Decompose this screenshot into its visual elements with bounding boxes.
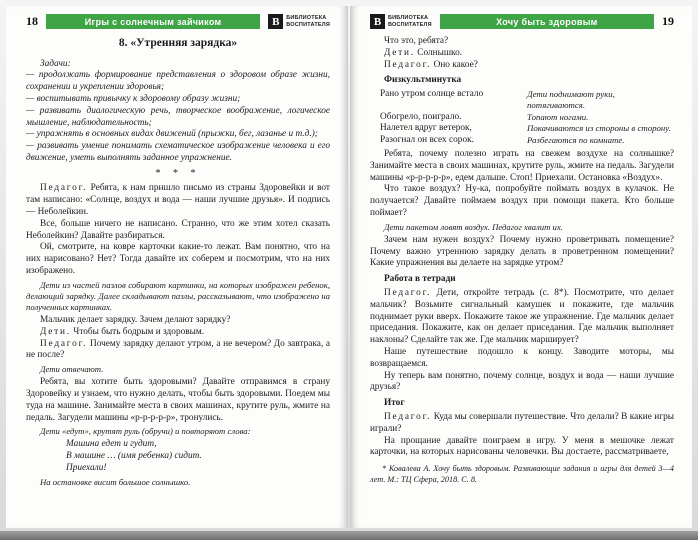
subsection-heading: Работа в тетради bbox=[384, 274, 456, 285]
page-19 bbox=[350, 6, 692, 528]
page-number-right: 19 bbox=[662, 14, 674, 28]
publisher-logo-text bbox=[286, 15, 330, 28]
running-title-left: Игры с солнечным зайчиком bbox=[46, 14, 260, 29]
exercise-table bbox=[380, 89, 674, 147]
exercise-row bbox=[380, 89, 674, 111]
speaker-name: Педагог. bbox=[384, 411, 432, 422]
paragraph: Дети. Чтобы быть бодрым и здоровым. bbox=[40, 326, 205, 337]
paragraph: Ну теперь вам понятно, почему солнце, воздух и вода — наши лучшие друзья? bbox=[370, 370, 674, 393]
subsection-heading: Итог bbox=[384, 398, 405, 409]
paragraph: Мальчик делает зарядку. Зачем делают зарядку? bbox=[40, 314, 231, 325]
stage-direction: На остановке висит большое солнышко. bbox=[40, 476, 191, 487]
stage-direction: Дети пакетом ловят воздух. Педагог хвалит их. bbox=[384, 221, 563, 232]
publisher-logo-icon: В bbox=[268, 14, 283, 29]
speaker-name: Педагог. bbox=[40, 338, 88, 349]
verse bbox=[66, 439, 330, 474]
paragraph: Педагог. Дети, откройте тетрадь (с. 8*). Посмотрите, что делает мальчик? Возьмите сигнальный камушек и покажите, где мальчик поднимает руки вверх. Покажите такое же упражнение. Где мальчик делает приседания. Покажите, как он делает приседания. Где мальчик выполняет наклоны? Сделайте так же. Где мальчик марширует? bbox=[370, 287, 674, 346]
paragraph: Все, больше ничего не написано. Странно, что же этим хотел сказать Неболейкин? Давайте разбираться. bbox=[26, 218, 330, 241]
paragraph: Ребята, вы хотите быть здоровыми? Давайте отправимся в страну Здоровейку и узнаем, что нужно делать, чтобы быть здоровыми. Поедем мы туда на машине. Занимайте места в своих машинах, крутите руль, жмите на педаль. Загудели машины «р-р-р-р-р», тронулись. bbox=[26, 377, 330, 423]
stage-direction: Дети отвечают. bbox=[40, 364, 104, 375]
verse-line: Обогрело, поиграло. bbox=[380, 111, 462, 122]
speaker-name: Дети. bbox=[384, 47, 415, 58]
verse-line: Налетел вдруг ветерок, bbox=[380, 123, 472, 134]
exercise-row bbox=[380, 123, 674, 135]
publisher-logo-right bbox=[370, 14, 432, 29]
stage-direction: Дети из частей пазлов собирают картинки, на которых изображен ребенок, делающий зарядку. Далее складывают пазлы, рассказывают, что изображено на полученных картинках. bbox=[26, 279, 330, 312]
paragraph: Ой, смотрите, на ковре карточки какие-то лежат. Вам понятно, что на них нарисовано? Нет? Тогда давайте их соберем и посмотрим, что на них изображено. bbox=[26, 242, 330, 277]
publisher-logo-icon: В bbox=[370, 14, 385, 29]
paragraph: Что это, ребята? bbox=[384, 36, 449, 46]
tasks-label: Задачи: bbox=[40, 58, 71, 69]
publisher-logo-left bbox=[268, 14, 330, 29]
task-item: — упражнять в основных видах движений (прыжки, бег, лазанье и т.д.); bbox=[26, 129, 318, 140]
verse-line: Разогнал он всех сорок. bbox=[380, 135, 474, 146]
verse-line: Машина едет и гудит, bbox=[66, 439, 157, 450]
paragraph: Педагог. Ребята, к нам пришло письмо из страны Здоровейки и вот там написано: «Солнце, воздух и вода — наши лучшие друзья». И подпись — Неболейкин. bbox=[26, 183, 330, 218]
verse-line: Рано утром солнце встало bbox=[380, 89, 484, 100]
publisher-logo-text bbox=[388, 15, 432, 28]
page-19-header bbox=[370, 14, 674, 29]
stage-direction: Дети «едут», крутят руль (обручи) и повторяют слова: bbox=[40, 426, 251, 437]
footnote: * Ковалева А. Хочу быть здоровым. Развивающие задания и игры для детей 3—4 лет. М.: ТЦ Сфера, 2018. С. 8. bbox=[370, 464, 674, 484]
task-item: — развивать умение понимать схематическое изображение человека и его движение, уметь выполнять заданное упражнение. bbox=[26, 141, 330, 163]
task-item: — воспитывать привычку к здоровому образу жизни; bbox=[26, 93, 241, 104]
page-18-body bbox=[26, 36, 330, 488]
speaker-name: Педагог. bbox=[384, 287, 432, 298]
paragraph: Дети. Солнышко. bbox=[384, 47, 463, 58]
exercise-row bbox=[380, 112, 674, 124]
paragraph: Ребята, почему полезно играть на свежем воздухе на солнышке? Занимайте места в своих машинах, крутите руль, жмите на педаль. Загудели машины «р-р-р-р-р», едем дальше. Стоп! Приехали. Остановка «Воздух». bbox=[370, 148, 674, 183]
page-18 bbox=[6, 6, 348, 528]
paragraph: Педагог. Почему зарядку делают утром, а не вечером? До завтрака, а не после? bbox=[26, 338, 330, 361]
paragraph: Наше путешествие подошло к концу. Заводите моторы, мы возвращаемся. bbox=[370, 346, 674, 369]
publisher-logo-line2: ВОСПИТАТЕЛЯ bbox=[388, 21, 432, 28]
publisher-logo-line2: ВОСПИТАТЕЛЯ bbox=[286, 21, 330, 28]
task-item: — продолжать формирование представления о здоровом образе жизни, сохранении и укреплении здоровья; bbox=[26, 70, 330, 93]
paragraph: Зачем нам нужен воздух? Почему нужно проветривать помещение? Почему важно утреннюю зарядку делать в проветренном помещении? Какие упражнения вы делаете на зарядке утром? bbox=[370, 234, 674, 269]
speaker-name: Педагог. bbox=[40, 183, 88, 194]
running-title-right: Хочу быть здоровым bbox=[440, 14, 654, 29]
action-note: Топают ногами. bbox=[527, 111, 589, 122]
verse-line: В машине … (имя ребенка) сидит. bbox=[66, 451, 202, 462]
section-title: 8. «Утренняя зарядка» bbox=[118, 37, 238, 49]
action-note: Дети поднимают руки, потягиваются. bbox=[527, 89, 615, 111]
exercise-row bbox=[380, 135, 674, 147]
page-18-header bbox=[26, 14, 330, 29]
publisher-logo-line1: БИБЛИОТЕКА bbox=[286, 14, 327, 21]
paragraph: Что такое воздух? Ну-ка, попробуйте поймать воздух в кулачок. Не получается? Давайте поймаем воздух при помощи пакета. Кто больше поймает? bbox=[370, 184, 674, 218]
speaker-name: Педагог. bbox=[384, 59, 432, 70]
page-19-body bbox=[370, 36, 674, 485]
subsection-heading: Физкультминутка bbox=[384, 75, 462, 86]
verse-line: Приехали! bbox=[66, 463, 107, 474]
task-item: — развивать диалогическую речь, творческое воображение, логическое мышление, наблюдательность; bbox=[26, 105, 330, 128]
separator-stars: * * * bbox=[155, 167, 201, 179]
speaker-name: Дети. bbox=[40, 326, 71, 337]
paragraph: Педагог. Куда мы совершали путешествие. Что делали? В какие игры играли? bbox=[370, 411, 674, 434]
publisher-logo-line1: БИБЛИОТЕКА bbox=[388, 14, 429, 21]
paragraph: Педагог. Оно какое? bbox=[384, 59, 478, 70]
action-note: Покачиваются из стороны в сторону. bbox=[527, 123, 671, 134]
page-number-left: 18 bbox=[26, 14, 38, 28]
paragraph: На прощание давайте поиграем в игру. У меня в мешочке лежат карточки, на которых нарисованы человечки. Вы достаете, рассматриваете, bbox=[370, 435, 674, 458]
action-note: Разбегаются по комнате. bbox=[527, 135, 625, 146]
